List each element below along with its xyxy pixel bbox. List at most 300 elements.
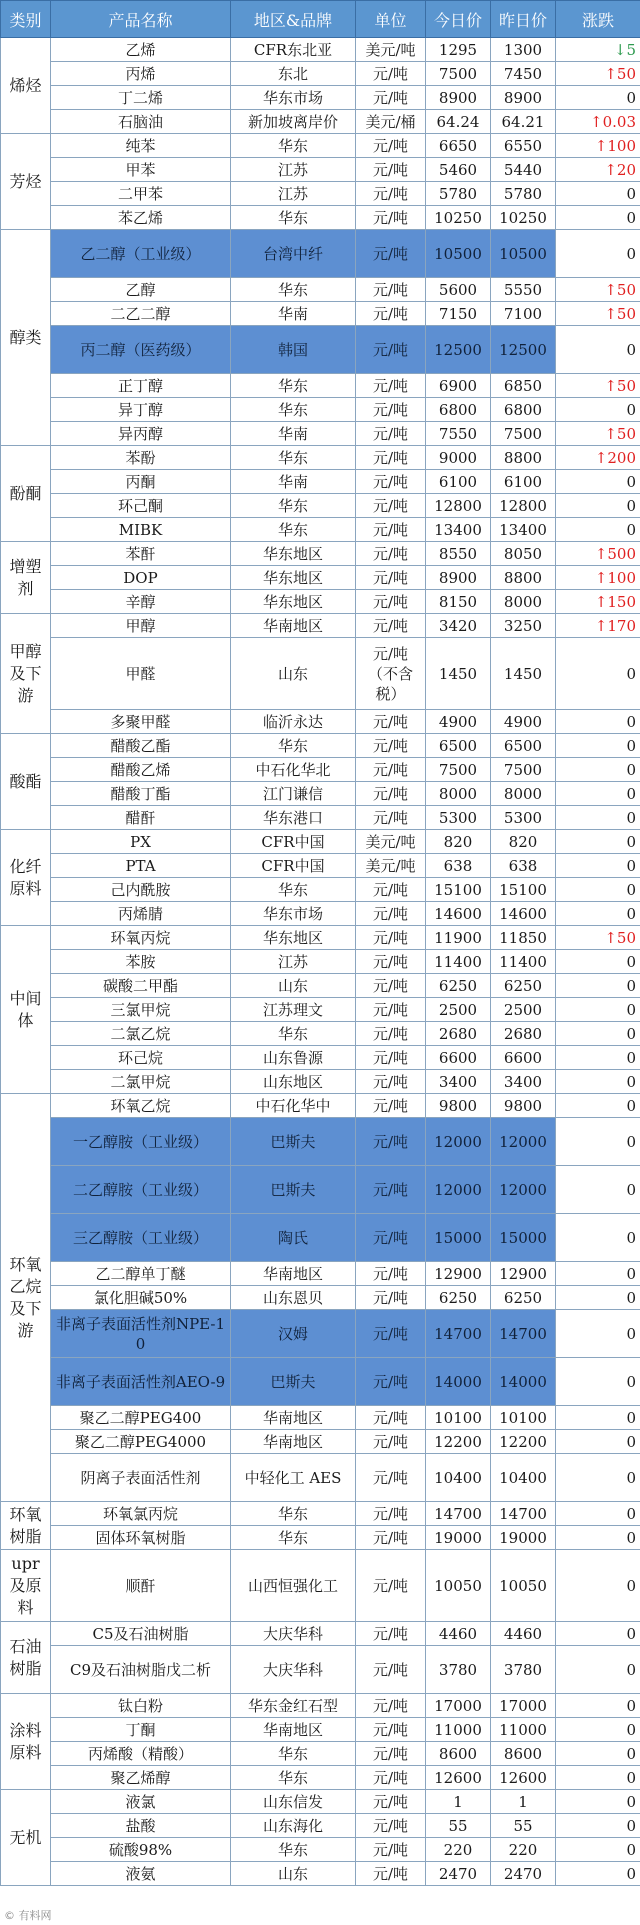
product-name-cell: 聚乙烯醇: [51, 1766, 231, 1790]
unit-cell: 元/吨: [356, 1454, 426, 1502]
product-name-cell: 醋酸乙烯: [51, 758, 231, 782]
footer-watermark: © 有料网: [4, 1909, 52, 1922]
yesterday-price-cell: 9800: [491, 1094, 556, 1118]
product-name-cell: MIBK: [51, 518, 231, 542]
category-cell: 烯烃: [1, 38, 51, 134]
yesterday-price-cell: 6850: [491, 374, 556, 398]
yesterday-price-cell: 8800: [491, 446, 556, 470]
product-name-cell: 醋酐: [51, 806, 231, 830]
table-row: [1, 494, 640, 518]
unit-cell: 元/吨（不含税）: [356, 638, 426, 710]
today-price-cell: 6100: [426, 470, 491, 494]
today-price-cell: 5780: [426, 182, 491, 206]
yesterday-price-cell: 8050: [491, 542, 556, 566]
yesterday-price-cell: 13400: [491, 518, 556, 542]
category-cell: 无机: [1, 1790, 51, 1886]
region-brand-cell: 华东地区: [231, 926, 356, 950]
unit-cell: 元/吨: [356, 134, 426, 158]
change-cell: 0: [556, 518, 640, 542]
change-cell: 0: [556, 1166, 640, 1214]
unit-cell: 元/吨: [356, 182, 426, 206]
product-name-cell: 聚乙二醇PEG4000: [51, 1430, 231, 1454]
yesterday-price-cell: 2680: [491, 1022, 556, 1046]
change-cell: ↑50: [556, 422, 640, 446]
table-row: [1, 734, 640, 758]
product-name-cell: C9及石油树脂戊二析: [51, 1646, 231, 1694]
change-cell: 0: [556, 1022, 640, 1046]
unit-cell: 元/吨: [356, 1814, 426, 1838]
yesterday-price-cell: 7100: [491, 302, 556, 326]
region-brand-cell: CFR中国: [231, 830, 356, 854]
table-row: [1, 950, 640, 974]
unit-cell: 元/吨: [356, 1118, 426, 1166]
table-row: [1, 470, 640, 494]
product-name-cell: 二甲苯: [51, 182, 231, 206]
product-name-cell: 醋酸乙酯: [51, 734, 231, 758]
yesterday-price-cell: 8600: [491, 1742, 556, 1766]
today-price-cell: 6650: [426, 134, 491, 158]
header-region-brand: 地区&品牌: [231, 1, 356, 38]
change-cell: 0: [556, 1814, 640, 1838]
region-brand-cell: 山东: [231, 974, 356, 998]
today-price-cell: 3400: [426, 1070, 491, 1094]
region-brand-cell: 临沂永达: [231, 710, 356, 734]
today-price-cell: 7500: [426, 758, 491, 782]
product-name-cell: 液氯: [51, 1790, 231, 1814]
today-price-cell: 3420: [426, 614, 491, 638]
table-row: [1, 1742, 640, 1766]
product-name-cell: 丙烯: [51, 62, 231, 86]
region-brand-cell: 中轻化工 AES: [231, 1454, 356, 1502]
yesterday-price-cell: 638: [491, 854, 556, 878]
region-brand-cell: 华南地区: [231, 1406, 356, 1430]
region-brand-cell: 华南地区: [231, 1262, 356, 1286]
yesterday-price-cell: 5550: [491, 278, 556, 302]
yesterday-price-cell: 64.21: [491, 110, 556, 134]
yesterday-price-cell: 8000: [491, 782, 556, 806]
change-cell: 0: [556, 710, 640, 734]
product-name-cell: PTA: [51, 854, 231, 878]
today-price-cell: 12200: [426, 1430, 491, 1454]
change-cell: 0: [556, 1046, 640, 1070]
table-row: [1, 62, 640, 86]
yesterday-price-cell: 12000: [491, 1166, 556, 1214]
product-name-cell: 环己酮: [51, 494, 231, 518]
product-name-cell: 乙烯: [51, 38, 231, 62]
table-row: [1, 1814, 640, 1838]
today-price-cell: 6900: [426, 374, 491, 398]
today-price-cell: 11000: [426, 1718, 491, 1742]
category-cell: 醇类: [1, 230, 51, 446]
region-brand-cell: 山东: [231, 1862, 356, 1886]
today-price-cell: 19000: [426, 1526, 491, 1550]
product-name-cell: 二氯甲烷: [51, 1070, 231, 1094]
table-row: [1, 446, 640, 470]
product-name-cell: 三氯甲烷: [51, 998, 231, 1022]
region-brand-cell: 华东: [231, 1838, 356, 1862]
yesterday-price-cell: 11400: [491, 950, 556, 974]
change-cell: 0: [556, 1070, 640, 1094]
change-cell: 0: [556, 878, 640, 902]
today-price-cell: 1: [426, 1790, 491, 1814]
table-row: [1, 998, 640, 1022]
header-product: 产品名称: [51, 1, 231, 38]
unit-cell: 元/吨: [356, 1622, 426, 1646]
today-price-cell: 8900: [426, 566, 491, 590]
unit-cell: 元/吨: [356, 1022, 426, 1046]
table-row: [1, 1550, 640, 1622]
product-name-cell: 纯苯: [51, 134, 231, 158]
yesterday-price-cell: 15000: [491, 1214, 556, 1262]
change-cell: 0: [556, 1550, 640, 1622]
product-name-cell: 硫酸98%: [51, 1838, 231, 1862]
unit-cell: 元/吨: [356, 1406, 426, 1430]
product-name-cell: 苯酚: [51, 446, 231, 470]
region-brand-cell: 华东地区: [231, 542, 356, 566]
category-cell: 环氧树脂: [1, 1502, 51, 1550]
table-row: [1, 1454, 640, 1502]
unit-cell: 美元/吨: [356, 830, 426, 854]
today-price-cell: 220: [426, 1838, 491, 1862]
today-price-cell: 638: [426, 854, 491, 878]
unit-cell: 美元/桶: [356, 110, 426, 134]
change-cell: 0: [556, 470, 640, 494]
unit-cell: 元/吨: [356, 542, 426, 566]
yesterday-price-cell: 6800: [491, 398, 556, 422]
region-brand-cell: CFR中国: [231, 854, 356, 878]
unit-cell: 元/吨: [356, 494, 426, 518]
yesterday-price-cell: 6250: [491, 1286, 556, 1310]
today-price-cell: 6500: [426, 734, 491, 758]
today-price-cell: 10100: [426, 1406, 491, 1430]
product-name-cell: PX: [51, 830, 231, 854]
category-cell: 石油树脂: [1, 1622, 51, 1694]
table-row: [1, 1070, 640, 1094]
table-row: [1, 1310, 640, 1358]
unit-cell: 元/吨: [356, 158, 426, 182]
yesterday-price-cell: 14600: [491, 902, 556, 926]
today-price-cell: 6600: [426, 1046, 491, 1070]
category-cell: 环氧乙烷及下游: [1, 1094, 51, 1502]
unit-cell: 元/吨: [356, 1766, 426, 1790]
table-row: [1, 854, 640, 878]
header-change: 涨跌: [556, 1, 640, 38]
product-name-cell: 环氧丙烷: [51, 926, 231, 950]
unit-cell: 元/吨: [356, 62, 426, 86]
product-name-cell: 环氧乙烷: [51, 1094, 231, 1118]
product-name-cell: C5及石油树脂: [51, 1622, 231, 1646]
product-name-cell: 苯乙烯: [51, 206, 231, 230]
today-price-cell: 2680: [426, 1022, 491, 1046]
unit-cell: 元/吨: [356, 278, 426, 302]
today-price-cell: 8900: [426, 86, 491, 110]
product-name-cell: 聚乙二醇PEG400: [51, 1406, 231, 1430]
yesterday-price-cell: 11000: [491, 1718, 556, 1742]
change-cell: ↑50: [556, 278, 640, 302]
change-cell: ↑500: [556, 542, 640, 566]
region-brand-cell: 汉姆: [231, 1310, 356, 1358]
region-brand-cell: 江苏: [231, 950, 356, 974]
today-price-cell: 2500: [426, 998, 491, 1022]
product-name-cell: 醋酸丁酯: [51, 782, 231, 806]
unit-cell: 美元/吨: [356, 854, 426, 878]
yesterday-price-cell: 10050: [491, 1550, 556, 1622]
region-brand-cell: 华东: [231, 446, 356, 470]
unit-cell: 美元/吨: [356, 38, 426, 62]
product-name-cell: 环氧氯丙烷: [51, 1502, 231, 1526]
today-price-cell: 14600: [426, 902, 491, 926]
change-cell: 0: [556, 1454, 640, 1502]
change-cell: 0: [556, 902, 640, 926]
product-name-cell: 液氨: [51, 1862, 231, 1886]
table-row: [1, 1214, 640, 1262]
product-name-cell: 丙二醇（医药级）: [51, 326, 231, 374]
category-cell: 涂料原料: [1, 1694, 51, 1790]
today-price-cell: 6250: [426, 974, 491, 998]
change-cell: 0: [556, 998, 640, 1022]
header-today-price: 今日价: [426, 1, 491, 38]
unit-cell: 元/吨: [356, 1838, 426, 1862]
change-cell: ↑0.03: [556, 110, 640, 134]
unit-cell: 元/吨: [356, 1694, 426, 1718]
region-brand-cell: 华东市场: [231, 902, 356, 926]
table-row: [1, 1862, 640, 1886]
table-row: [1, 902, 640, 926]
table-row: [1, 1022, 640, 1046]
category-cell: 增塑剂: [1, 542, 51, 614]
today-price-cell: 7550: [426, 422, 491, 446]
yesterday-price-cell: 8900: [491, 86, 556, 110]
unit-cell: 元/吨: [356, 566, 426, 590]
header-unit: 单位: [356, 1, 426, 38]
table-row: [1, 1358, 640, 1406]
product-name-cell: DOP: [51, 566, 231, 590]
yesterday-price-cell: 820: [491, 830, 556, 854]
region-brand-cell: 山东恩贝: [231, 1286, 356, 1310]
yesterday-price-cell: 15100: [491, 878, 556, 902]
region-brand-cell: 山东海化: [231, 1814, 356, 1838]
unit-cell: 元/吨: [356, 1214, 426, 1262]
change-cell: ↑200: [556, 446, 640, 470]
unit-cell: 元/吨: [356, 398, 426, 422]
change-cell: 0: [556, 1094, 640, 1118]
yesterday-price-cell: 5300: [491, 806, 556, 830]
unit-cell: 元/吨: [356, 590, 426, 614]
change-cell: 0: [556, 1430, 640, 1454]
product-name-cell: 多聚甲醛: [51, 710, 231, 734]
table-row: [1, 230, 640, 278]
today-price-cell: 15000: [426, 1214, 491, 1262]
change-cell: 0: [556, 398, 640, 422]
product-name-cell: 三乙醇胺（工业级）: [51, 1214, 231, 1262]
change-cell: 0: [556, 1526, 640, 1550]
yesterday-price-cell: 12000: [491, 1118, 556, 1166]
product-name-cell: 异丁醇: [51, 398, 231, 422]
change-cell: 0: [556, 782, 640, 806]
region-brand-cell: 巴斯夫: [231, 1358, 356, 1406]
change-cell: 0: [556, 1766, 640, 1790]
product-name-cell: 顺酐: [51, 1550, 231, 1622]
yesterday-price-cell: 6100: [491, 470, 556, 494]
product-name-cell: 丙酮: [51, 470, 231, 494]
yesterday-price-cell: 3400: [491, 1070, 556, 1094]
today-price-cell: 1450: [426, 638, 491, 710]
change-cell: 0: [556, 1286, 640, 1310]
unit-cell: 元/吨: [356, 230, 426, 278]
table-row: [1, 518, 640, 542]
today-price-cell: 4460: [426, 1622, 491, 1646]
today-price-cell: 3780: [426, 1646, 491, 1694]
unit-cell: 元/吨: [356, 1046, 426, 1070]
region-brand-cell: 山东地区: [231, 1070, 356, 1094]
unit-cell: 元/吨: [356, 1862, 426, 1886]
table-row: [1, 758, 640, 782]
yesterday-price-cell: 2470: [491, 1862, 556, 1886]
region-brand-cell: 华南: [231, 422, 356, 446]
today-price-cell: 6250: [426, 1286, 491, 1310]
unit-cell: 元/吨: [356, 374, 426, 398]
unit-cell: 元/吨: [356, 1094, 426, 1118]
table-row: [1, 1838, 640, 1862]
table-row: [1, 614, 640, 638]
change-cell: 0: [556, 758, 640, 782]
region-brand-cell: 华东: [231, 1526, 356, 1550]
table-row: [1, 1094, 640, 1118]
product-name-cell: 己内酰胺: [51, 878, 231, 902]
product-name-cell: 石脑油: [51, 110, 231, 134]
product-name-cell: 乙醇: [51, 278, 231, 302]
region-brand-cell: 陶氏: [231, 1214, 356, 1262]
today-price-cell: 12000: [426, 1166, 491, 1214]
change-cell: 0: [556, 494, 640, 518]
table-row: [1, 422, 640, 446]
product-name-cell: 固体环氧树脂: [51, 1526, 231, 1550]
region-brand-cell: 华东: [231, 278, 356, 302]
product-name-cell: 一乙醇胺（工业级）: [51, 1118, 231, 1166]
yesterday-price-cell: 7500: [491, 422, 556, 446]
table-row: [1, 134, 640, 158]
region-brand-cell: 江门谦信: [231, 782, 356, 806]
table-row: [1, 302, 640, 326]
table-row: [1, 1622, 640, 1646]
today-price-cell: 4900: [426, 710, 491, 734]
today-price-cell: 12000: [426, 1118, 491, 1166]
table-body: [1, 38, 640, 1886]
yesterday-price-cell: 1450: [491, 638, 556, 710]
region-brand-cell: 新加坡离岸价: [231, 110, 356, 134]
yesterday-price-cell: 7500: [491, 758, 556, 782]
region-brand-cell: 华东: [231, 1502, 356, 1526]
region-brand-cell: 华东地区: [231, 590, 356, 614]
today-price-cell: 11400: [426, 950, 491, 974]
yesterday-price-cell: 10250: [491, 206, 556, 230]
table-row: [1, 974, 640, 998]
table-row: [1, 1430, 640, 1454]
category-cell: 中间体: [1, 926, 51, 1094]
region-brand-cell: 江苏: [231, 158, 356, 182]
header-row: [1, 1, 640, 38]
region-brand-cell: 华南地区: [231, 1430, 356, 1454]
change-cell: 0: [556, 950, 640, 974]
region-brand-cell: 山东: [231, 638, 356, 710]
unit-cell: 元/吨: [356, 518, 426, 542]
region-brand-cell: 大庆华科: [231, 1622, 356, 1646]
region-brand-cell: 华东金红石型: [231, 1694, 356, 1718]
unit-cell: 元/吨: [356, 1166, 426, 1214]
table-row: [1, 110, 640, 134]
change-cell: 0: [556, 86, 640, 110]
region-brand-cell: 华东: [231, 206, 356, 230]
product-name-cell: 盐酸: [51, 1814, 231, 1838]
today-price-cell: 5300: [426, 806, 491, 830]
region-brand-cell: 华南: [231, 302, 356, 326]
table-row: [1, 1790, 640, 1814]
change-cell: 0: [556, 1622, 640, 1646]
table-row: [1, 1262, 640, 1286]
change-cell: ↑100: [556, 134, 640, 158]
table-row: [1, 542, 640, 566]
today-price-cell: 15100: [426, 878, 491, 902]
change-cell: ↓5: [556, 38, 640, 62]
table-row: [1, 1118, 640, 1166]
table-row: [1, 1406, 640, 1430]
unit-cell: 元/吨: [356, 206, 426, 230]
unit-cell: 元/吨: [356, 446, 426, 470]
unit-cell: 元/吨: [356, 470, 426, 494]
yesterday-price-cell: 6550: [491, 134, 556, 158]
product-name-cell: 辛醇: [51, 590, 231, 614]
change-cell: ↑50: [556, 374, 640, 398]
today-price-cell: 14000: [426, 1358, 491, 1406]
region-brand-cell: 巴斯夫: [231, 1166, 356, 1214]
yesterday-price-cell: 10100: [491, 1406, 556, 1430]
yesterday-price-cell: 5780: [491, 182, 556, 206]
unit-cell: 元/吨: [356, 902, 426, 926]
change-cell: 0: [556, 1694, 640, 1718]
yesterday-price-cell: 5440: [491, 158, 556, 182]
unit-cell: 元/吨: [356, 1262, 426, 1286]
change-cell: 0: [556, 1862, 640, 1886]
today-price-cell: 5460: [426, 158, 491, 182]
change-cell: 0: [556, 1718, 640, 1742]
product-name-cell: 甲苯: [51, 158, 231, 182]
table-row: [1, 590, 640, 614]
region-brand-cell: 华东: [231, 1022, 356, 1046]
region-brand-cell: 华东港口: [231, 806, 356, 830]
yesterday-price-cell: 11850: [491, 926, 556, 950]
change-cell: 0: [556, 1214, 640, 1262]
category-cell: 酚酮: [1, 446, 51, 542]
unit-cell: 元/吨: [356, 1550, 426, 1622]
yesterday-price-cell: 4900: [491, 710, 556, 734]
product-name-cell: 丁二烯: [51, 86, 231, 110]
region-brand-cell: 山东信发: [231, 1790, 356, 1814]
category-cell: 化纤原料: [1, 830, 51, 926]
region-brand-cell: 华南地区: [231, 1718, 356, 1742]
yesterday-price-cell: 7450: [491, 62, 556, 86]
yesterday-price-cell: 6250: [491, 974, 556, 998]
table-row: [1, 1526, 640, 1550]
unit-cell: 元/吨: [356, 86, 426, 110]
yesterday-price-cell: 10400: [491, 1454, 556, 1502]
category-cell: upr及原料: [1, 1550, 51, 1622]
today-price-cell: 10500: [426, 230, 491, 278]
table-row: [1, 398, 640, 422]
unit-cell: 元/吨: [356, 1646, 426, 1694]
region-brand-cell: 山东鲁源: [231, 1046, 356, 1070]
product-name-cell: 阴离子表面活性剂: [51, 1454, 231, 1502]
region-brand-cell: 华东: [231, 1742, 356, 1766]
